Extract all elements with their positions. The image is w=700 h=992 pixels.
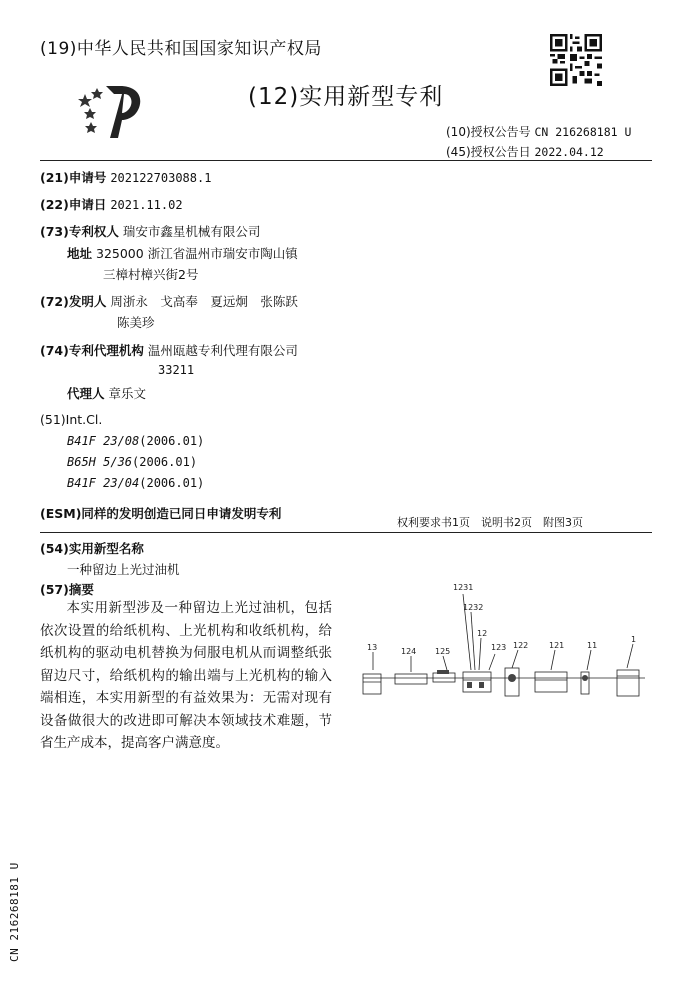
esm-note: (ESM)同样的发明创造已同日申请发明专利 (40, 506, 282, 521)
application-date-label: (22)申请日 (40, 197, 107, 212)
inventors-line-1: 周浙永 戈高奉 夏远炯 张陈跃 (110, 294, 298, 309)
label-11: 11 (587, 641, 598, 650)
agency-value: 温州瓯越专利代理有限公司 (147, 343, 298, 358)
inventors-line-2: 陈美珍 (117, 315, 155, 330)
application-number-label: (21)申请号 (40, 170, 107, 185)
office-name: (19)中华人民共和国国家知识产权局 (40, 39, 322, 59)
component-13 (363, 674, 381, 694)
document-type: (12)实用新型专利 (248, 84, 444, 110)
component-121 (535, 672, 567, 692)
inventors-label: (72)发明人 (40, 294, 107, 309)
label-13: 13 (367, 643, 378, 652)
title-label: (54)实用新型名称 (40, 541, 144, 556)
agency-code: 33211 (158, 363, 195, 377)
machine-drawing (355, 570, 655, 710)
component-125 (433, 673, 455, 682)
component-124 (395, 674, 427, 684)
publication-date-label: (45)授权公告日 (446, 145, 531, 159)
pages-summary: 权利要求书1页 说明书2页 附图3页 (397, 516, 583, 529)
agency-label: (74)专利代理机构 (40, 343, 144, 358)
utility-model-title: 一种留边上光过油机 (67, 562, 180, 577)
ipc-entry: B41F 23/08(2006.01) (67, 434, 205, 448)
publication-date-value: 2022.04.12 (534, 145, 604, 159)
application-number-row (40, 168, 211, 186)
publication-number-row (446, 123, 631, 140)
intcl-label: (51)Int.Cl. (40, 412, 103, 427)
label-1232: 1232 (463, 603, 484, 612)
label-123: 123 (491, 643, 507, 652)
patentee-row (40, 222, 260, 240)
publication-number-label: (10)授权公告号 (446, 125, 531, 139)
patentee-value: 瑞安市鑫星机械有限公司 (122, 224, 261, 239)
address-line-1: 325000 浙江省温州市瑞安市陶山镇 (96, 246, 298, 261)
abstract-text: 本实用新型涉及一种留边上光过油机，包括依次设置的给纸机构、上光机构和收纸机构，给纸机构的驱动电机替换为伺服电机从而调整纸张留边尺寸，给纸机构的输出端与上光机构的输入端相连，本实用新型的有益效果为：无需对现有设备做很大的改进即可解决本领域技术难题，节省生产成本，提高客户满意度。 (40, 600, 332, 751)
ipc-entry: B65H 5/36(2006.01) (67, 455, 198, 469)
abstract-label: (57)摘要 (40, 582, 94, 597)
qr-code-icon (550, 34, 602, 86)
label-124: 124 (401, 647, 417, 656)
application-number-value: 202122703088.1 (110, 171, 212, 185)
address-label: 地址 (67, 246, 93, 261)
label-125: 125 (435, 647, 451, 656)
label-12: 12 (477, 629, 488, 638)
label-1231: 1231 (453, 583, 474, 592)
publication-number-value: CN 216268181 U (534, 125, 632, 139)
publication-date-row (446, 143, 604, 160)
application-date-value: 2021.11.02 (110, 198, 183, 212)
ipc-entry: B41F 23/04(2006.01) (67, 476, 205, 490)
side-publication-number: CN 216268181 U (8, 862, 21, 962)
agent-value: 章乐文 (108, 386, 147, 401)
application-date-row (40, 195, 183, 213)
label-121: 121 (549, 641, 565, 650)
label-1: 1 (631, 635, 637, 644)
cnipa-logo-icon (76, 80, 152, 142)
address-row (67, 244, 298, 262)
inventors-row (40, 292, 298, 310)
agent-label: 代理人 (67, 386, 105, 401)
agent-row (67, 384, 146, 402)
address-line-2: 三樟村樟兴街2号 (103, 267, 199, 282)
header-divider (40, 160, 652, 161)
component-1 (617, 670, 639, 696)
agency-row (40, 341, 298, 359)
patentee-label: (73)专利权人 (40, 224, 119, 239)
fields-divider (40, 532, 652, 533)
label-122: 122 (513, 641, 529, 650)
